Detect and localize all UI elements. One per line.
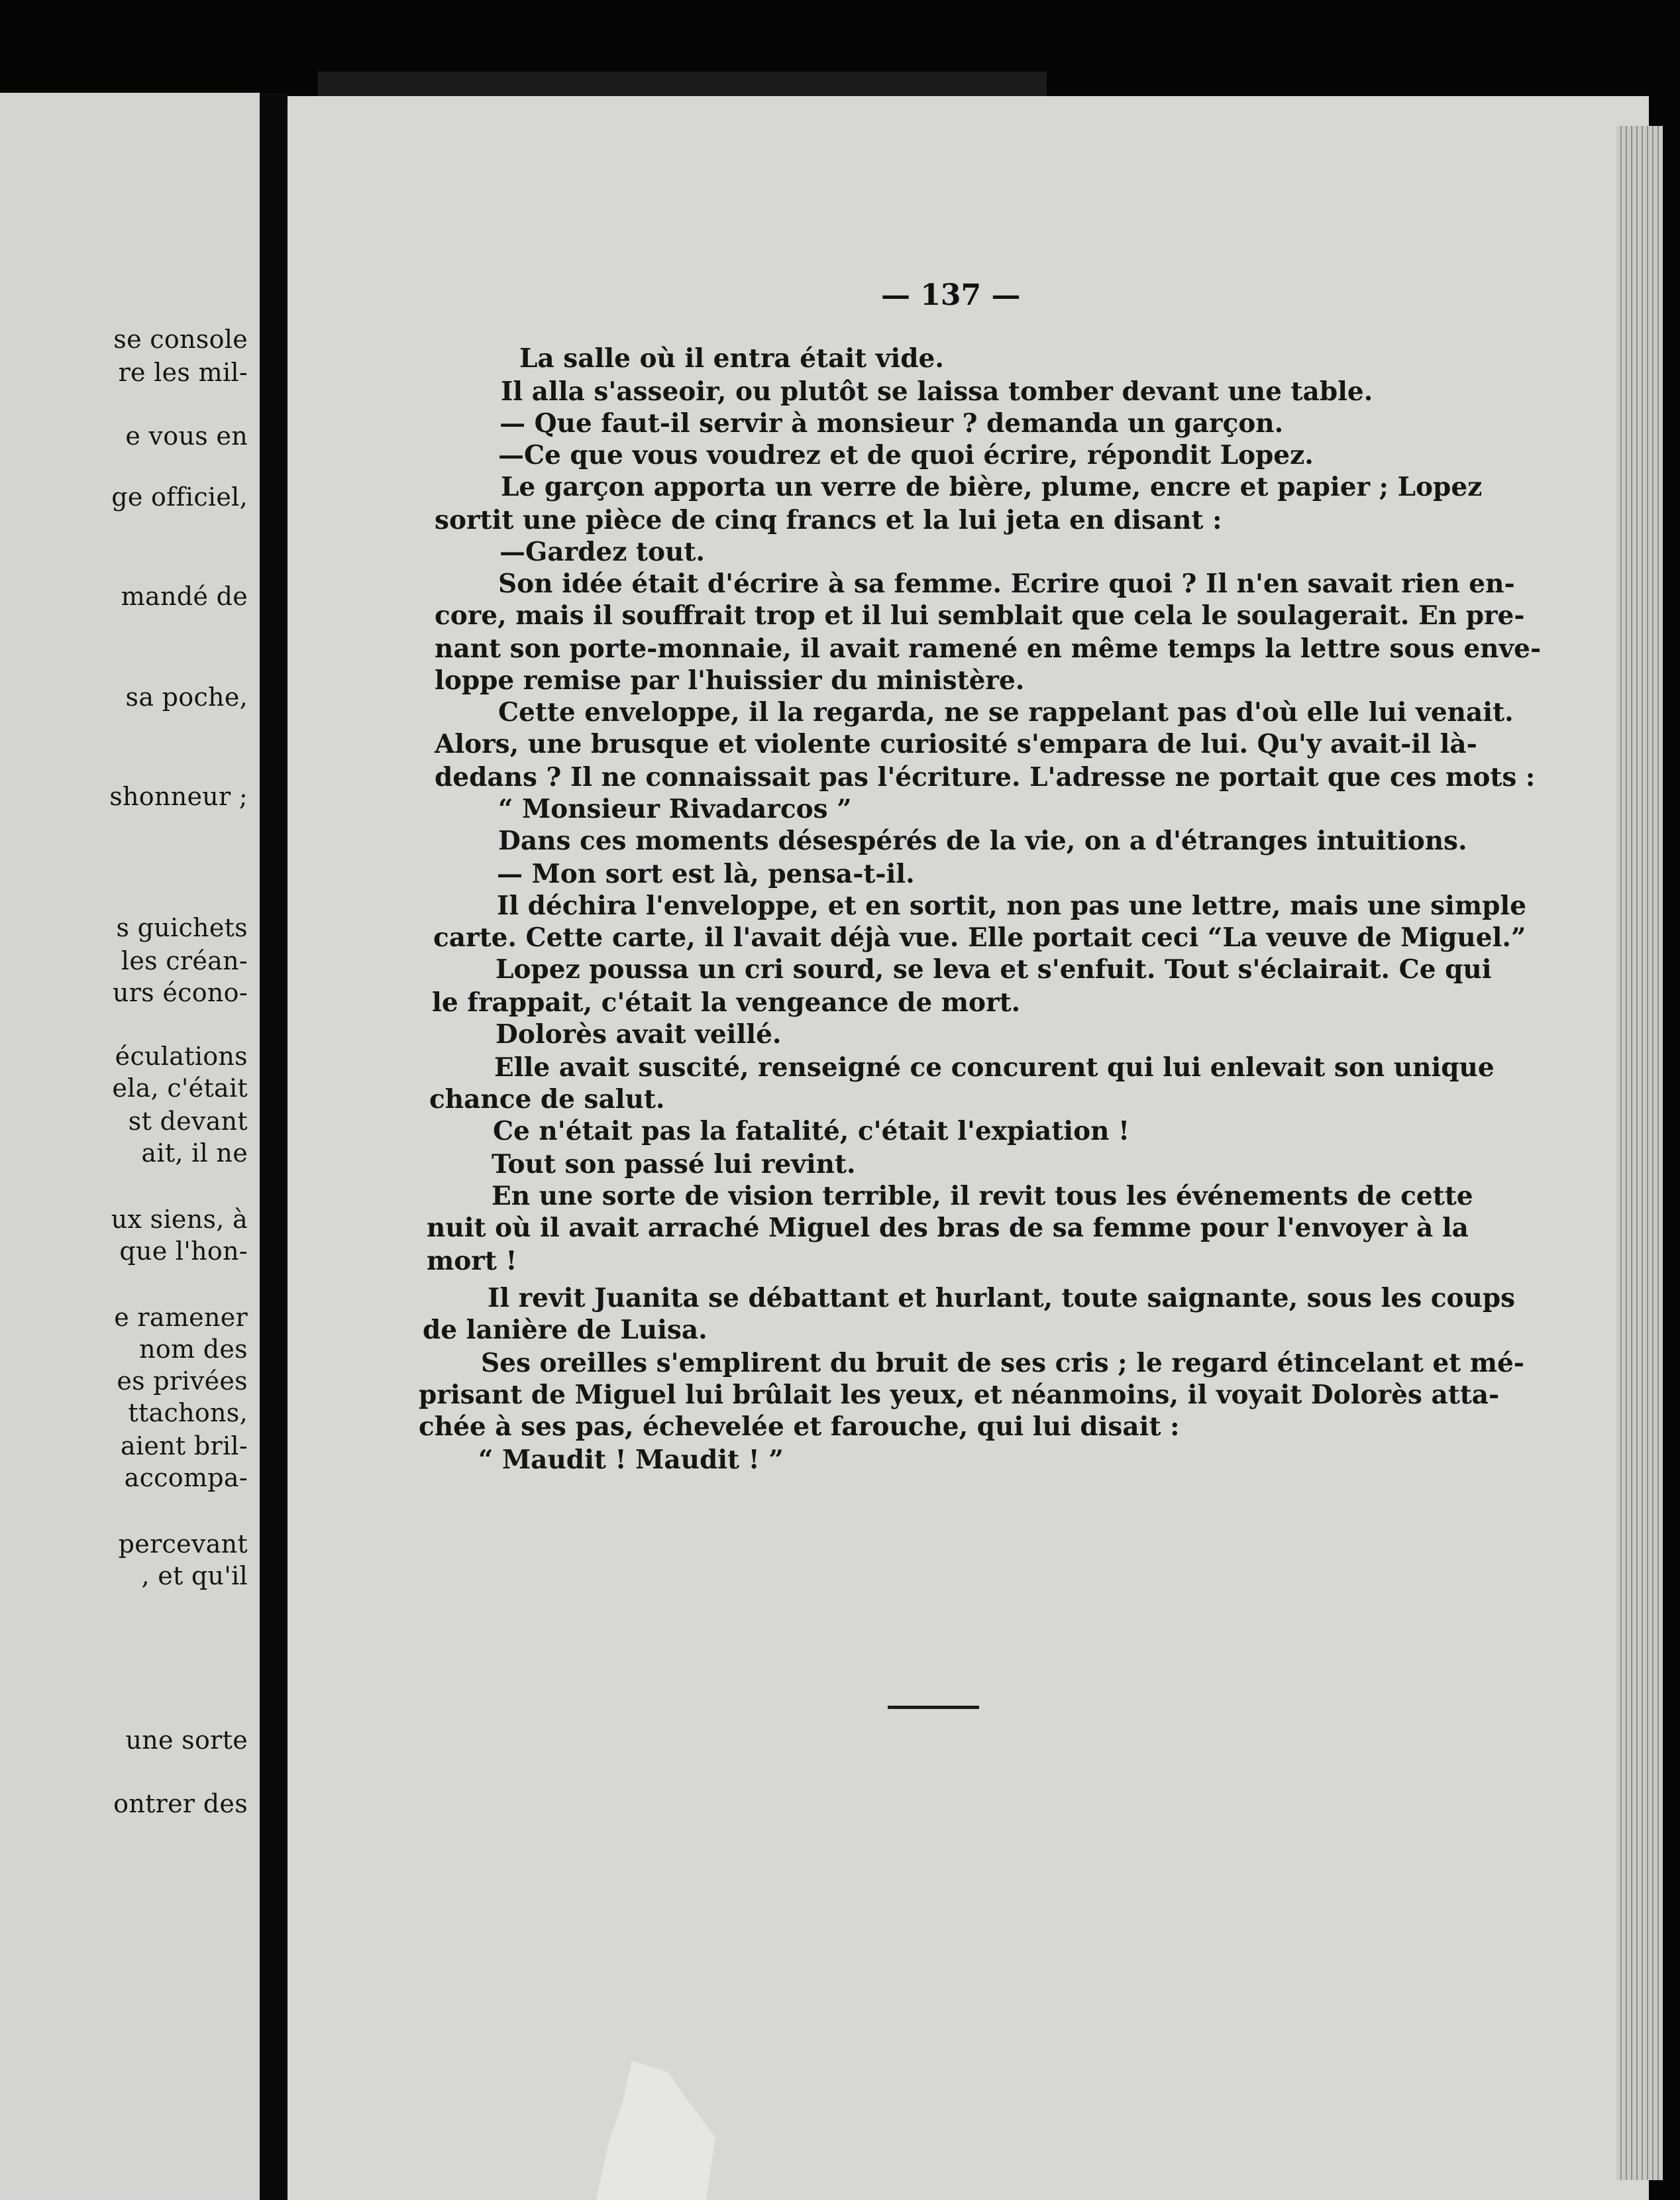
left-page-line: re les mil- — [118, 358, 248, 387]
body-text-line: Le garçon apporta un verre de bière, plume, encre et papier ; Lopez — [501, 472, 1483, 502]
body-text-line: Cette enveloppe, il la regarda, ne se rappelant pas d'où elle lui venait. — [498, 697, 1514, 728]
left-page-line: nom des — [139, 1335, 248, 1364]
left-page-line: accompa- — [124, 1463, 248, 1492]
body-text-line: sortit une pièce de cinq francs et la lui jeta en disant : — [435, 505, 1222, 535]
left-page-line: une sorte — [125, 1726, 248, 1755]
left-page-line: ela, c'était — [112, 1073, 248, 1103]
page-edges — [1616, 126, 1663, 2180]
body-text-line: Tout son passé lui revint. — [492, 1149, 856, 1180]
body-text-line: Alors, une brusque et violente curiosité s'empara de lui. Qu'y avait-il là- — [435, 729, 1477, 759]
body-text-line: de lanière de Luisa. — [423, 1315, 708, 1345]
body-text-line: — Mon sort est là, pensa-t-il. — [497, 859, 915, 889]
body-text-line: core, mais il souffrait trop et il lui semblait que cela le soulagerait. En pre- — [435, 600, 1525, 631]
body-text-line: “ Maudit ! Maudit ! ” — [478, 1445, 784, 1475]
body-text-line: carte. Cette carte, il l'avait déjà vue. Elle portait ceci “La veuve de Miguel.” — [433, 922, 1526, 953]
body-text-line: La salle où il entra était vide. — [519, 343, 944, 374]
left-page — [0, 93, 260, 2200]
body-text-line: “ Monsieur Rivadarcos ” — [498, 794, 852, 824]
left-page-line: s guichets — [116, 913, 248, 942]
body-text-line: — Que faut-il servir à monsieur ? demanda un garçon. — [499, 408, 1284, 439]
body-text-line: Elle avait suscité, renseigné ce concurent qui lui enlevait son unique — [494, 1052, 1495, 1083]
body-text-line: dedans ? Il ne connaissait pas l'écriture. L'adresse ne portait que ces mots : — [435, 762, 1536, 793]
body-text-line: —Ce que vous voudrez et de quoi écrire, répondit Lopez. — [498, 440, 1314, 470]
body-text-line: Dans ces moments désespérés de la vie, on a d'étranges intuitions. — [498, 826, 1467, 856]
body-text-line: Ses oreilles s'emplirent du bruit de ses cris ; le regard étincelant et mé- — [481, 1348, 1524, 1378]
left-page-line: mandé de — [121, 582, 248, 611]
left-page-line: ttachons, — [128, 1398, 248, 1427]
left-page-line: éculations — [115, 1042, 248, 1071]
left-page-line: aient bril- — [120, 1431, 248, 1460]
body-text-line: Dolorès avait veillé. — [496, 1019, 782, 1050]
body-text-line: Il déchira l'enveloppe, et en sortit, non pas une lettre, mais une simple — [497, 891, 1527, 921]
body-text-line: chance de salut. — [429, 1084, 665, 1115]
left-page-line: ontrer des — [113, 1789, 248, 1818]
body-text-line: loppe remise par l'huissier du ministère. — [435, 665, 1025, 696]
body-text-line: Lopez poussa un cri sourd, se leva et s'enfuit. Tout s'éclairait. Ce qui — [496, 954, 1492, 985]
left-page-line: shonneur ; — [109, 782, 248, 811]
left-page-line: e ramener — [114, 1303, 248, 1332]
end-rule — [888, 1706, 979, 1709]
body-text-line: le frappait, c'était la vengeance de mort. — [432, 987, 1021, 1018]
left-page-line: ait, il ne — [141, 1138, 248, 1168]
body-text-line: nant son porte-monnaie, il avait ramené en même temps la lettre sous enve- — [435, 633, 1542, 664]
left-page-line: es privées — [117, 1366, 248, 1396]
page-number: — 137 — — [881, 278, 1021, 312]
left-page-line: ux siens, à — [111, 1205, 248, 1234]
left-page-line: e vous en — [125, 421, 248, 451]
left-page-line: sa poche, — [125, 683, 248, 712]
body-text-line: —Gardez tout. — [499, 537, 705, 567]
left-page-line: urs écono- — [112, 978, 248, 1007]
left-page-line: percevant — [118, 1529, 248, 1559]
body-text-line: Ce n'était pas la fatalité, c'était l'expiation ! — [493, 1116, 1130, 1146]
body-text-line: mort ! — [427, 1246, 517, 1276]
body-text-line: nuit où il avait arraché Miguel des bras de sa femme pour l'envoyer à la — [427, 1213, 1469, 1243]
book-spine-shadow — [318, 72, 1047, 98]
left-page-line: st devant — [128, 1107, 248, 1136]
left-page-line: , et qu'il — [141, 1561, 248, 1590]
body-text-line: prisant de Miguel lui brûlait les yeux, et néanmoins, il voyait Dolorès atta- — [419, 1380, 1500, 1410]
left-page-line: ge officiel, — [111, 482, 248, 512]
body-text-line: En une sorte de vision terrible, il revit tous les événements de cette — [492, 1181, 1473, 1211]
left-page-line: les créan- — [121, 946, 248, 975]
body-text-line: Son idée était d'écrire à sa femme. Ecrire quoi ? Il n'en savait rien en- — [498, 569, 1515, 599]
left-page-line: se console — [113, 325, 248, 354]
body-text-line: Il revit Juanita se débattant et hurlant, toute saignante, sous les coups — [488, 1283, 1516, 1313]
left-page-line: que l'hon- — [119, 1237, 248, 1266]
body-text-line: chée à ses pas, échevelée et farouche, qui lui disait : — [419, 1411, 1180, 1442]
book-gutter — [260, 93, 288, 2200]
body-text-line: Il alla s'asseoir, ou plutôt se laissa tomber devant une table. — [501, 376, 1373, 407]
